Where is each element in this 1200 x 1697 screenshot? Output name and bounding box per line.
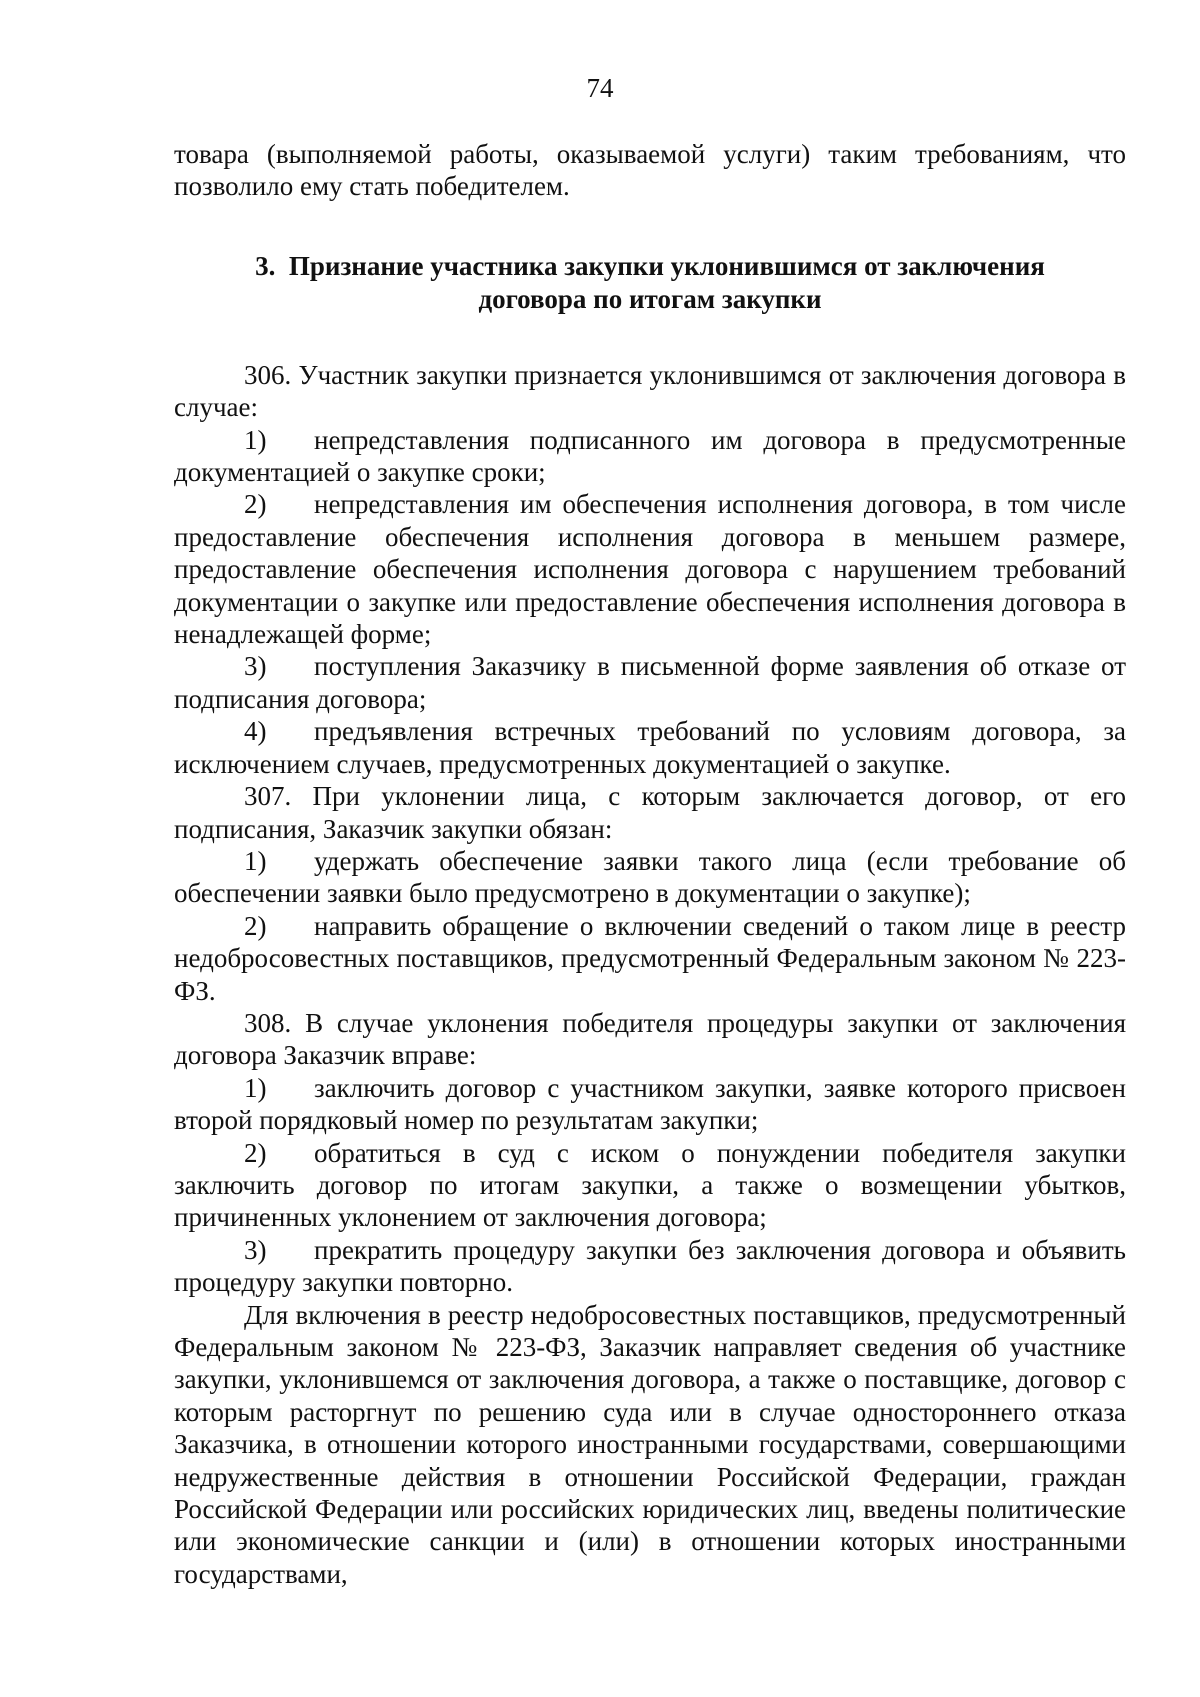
list-item-text: направить обращение о включении сведений о таком лице в реестр недобросовестных поставщиков, предусмотренный Федеральным законом № 223-ФЗ. — [174, 910, 1126, 1006]
list-item-number: 1) — [244, 1072, 267, 1103]
list-item-307-2 — [174, 910, 1126, 1007]
list-item-number: 2) — [244, 489, 267, 520]
paragraph-307: 307. При уклонении лица, с которым заключается договор, от его подписания, Заказчик закупки обязан: — [174, 781, 1126, 844]
list-item-306-2 — [174, 488, 1126, 650]
intro-paragraph: товара (выполняемой работы, оказываемой услуги) таким требованиям, что позволило ему стать победителем. — [174, 139, 1126, 202]
list-item-306-3 — [174, 650, 1126, 715]
list-item-text: непредставления подписанного им договора в предусмотренные документацией о закупке сроки; — [174, 424, 1126, 488]
section-number: 3. — [255, 250, 276, 281]
final-paragraph: Для включения в реестр недобросовестных поставщиков, предусмотренный Федеральным законом № 223-ФЗ, Заказчик направляет сведения об участнике закупки, уклонившемся от заключения договора, а также о поставщике, договор с которым расторгнут по решению суда или в случае одностороннего отказа Заказчика, в отношении которого иностранными государствами, совершающими недружественные действия в отношении Российской Федерации, граждан Российской Федерации или российских юридических лиц, введены политические или экономические санкции и (или) в отношении которых иностранными государствами, — [174, 1299, 1126, 1589]
list-item-number: 1) — [244, 845, 267, 876]
list-item-307-1 — [174, 845, 1126, 910]
section-title-line-2: договора по итогам закупки — [478, 283, 822, 314]
paragraph-308: 308. В случае уклонения победителя процедуры закупки от заключения договора Заказчик вправе: — [174, 1007, 1126, 1071]
list-item-308-2 — [174, 1137, 1126, 1234]
section-heading — [174, 250, 1126, 316]
list-item-text: непредставления им обеспечения исполнения договора, в том числе предоставление обеспечения исполнения договора в меньшем размере, предоставление обеспечения исполнения договора с нарушением требований документации о закупке или предоставление обеспечения исполнения договора в ненадлежащей форме; — [174, 489, 1126, 650]
page-number: 74 — [586, 73, 614, 103]
section-title-text-1: Признание участника закупки уклонившимся от заключения — [288, 250, 1045, 281]
list-item-text: поступления Заказчику в письменной форме заявления об отказе от подписания договора; — [174, 651, 1126, 714]
document-body — [174, 138, 1126, 1590]
paragraph-306: 306. Участник закупки признается уклонившимся от заключения договора в случае: — [174, 359, 1126, 423]
list-item-number: 2) — [244, 910, 267, 941]
list-item-number: 3) — [244, 1234, 267, 1265]
list-item-number: 4) — [244, 716, 267, 747]
list-item-308-3 — [174, 1234, 1126, 1299]
list-item-text: заключить договор с участником закупки, заявке которого присвоен второй порядковый номер по результатам закупки; — [174, 1072, 1126, 1136]
list-item-number: 1) — [244, 424, 267, 455]
list-item-306-1 — [174, 424, 1126, 489]
list-item-text: прекратить процедуру закупки без заключения договора и объявить процедуру закупки повторно. — [174, 1234, 1126, 1298]
list-item-number: 3) — [244, 651, 267, 682]
section-title-line-1 — [174, 250, 1126, 283]
list-item-306-4 — [174, 715, 1126, 780]
list-item-text: предъявления встречных требований по условиям договора, за исключением случаев, предусмотренных документацией о закупке. — [174, 716, 1126, 779]
list-item-number: 2) — [244, 1137, 267, 1168]
list-item-text: удержать обеспечение заявки такого лица (если требование об обеспечении заявки было предусмотрено в документации о закупке); — [174, 845, 1126, 909]
list-item-308-1 — [174, 1072, 1126, 1137]
list-item-text: обратиться в суд с иском о понуждении победителя закупки заключить договор по итогам закупки, а также о возмещении убытков, причиненных уклонением от заключения договора; — [174, 1137, 1126, 1233]
